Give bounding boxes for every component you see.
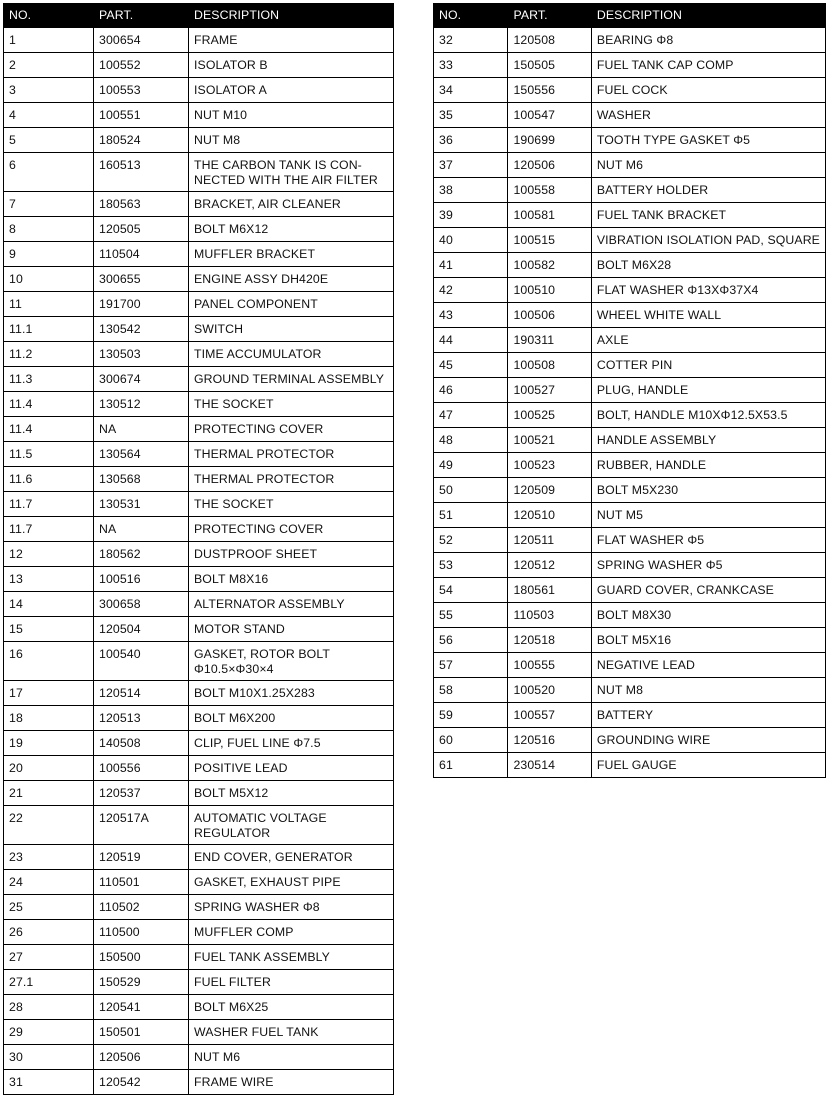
cell-no: 15 bbox=[4, 617, 94, 642]
cell-description: FUEL FILTER bbox=[189, 970, 394, 995]
table-row bbox=[434, 178, 826, 203]
cell-part: 100582 bbox=[508, 253, 591, 278]
table-row bbox=[434, 753, 826, 778]
cell-description: NUT M6 bbox=[189, 1045, 394, 1070]
cell-description: BOLT M6X25 bbox=[189, 995, 394, 1020]
cell-no: 32 bbox=[434, 28, 508, 53]
table-row bbox=[4, 870, 394, 895]
table-row bbox=[4, 28, 394, 53]
table-row bbox=[4, 1045, 394, 1070]
cell-no: 7 bbox=[4, 192, 94, 217]
cell-part: 100525 bbox=[508, 403, 591, 428]
cell-description: BOLT M5X16 bbox=[591, 628, 825, 653]
cell-no: 23 bbox=[4, 845, 94, 870]
cell-no: 44 bbox=[434, 328, 508, 353]
cell-description: BATTERY HOLDER bbox=[591, 178, 825, 203]
cell-description: NEGATIVE LEAD bbox=[591, 653, 825, 678]
table-row bbox=[434, 378, 826, 403]
cell-description: HANDLE ASSEMBLY bbox=[591, 428, 825, 453]
table-row bbox=[434, 553, 826, 578]
cell-no: 35 bbox=[434, 103, 508, 128]
cell-description: MOTOR STAND bbox=[189, 617, 394, 642]
table-row bbox=[4, 642, 394, 681]
table-row bbox=[434, 428, 826, 453]
cell-description: GASKET, ROTOR BOLT Φ10.5×Φ30×4 bbox=[189, 642, 394, 681]
cell-no: 55 bbox=[434, 603, 508, 628]
cell-no: 1 bbox=[4, 28, 94, 53]
cell-description: FUEL COCK bbox=[591, 78, 825, 103]
table-row bbox=[4, 53, 394, 78]
cell-no: 47 bbox=[434, 403, 508, 428]
table-row bbox=[434, 703, 826, 728]
table-row bbox=[4, 1070, 394, 1095]
table-row bbox=[434, 203, 826, 228]
cell-no: 27.1 bbox=[4, 970, 94, 995]
cell-description: BOLT M6X200 bbox=[189, 706, 394, 731]
cell-no: 27 bbox=[4, 945, 94, 970]
header-part: PART. bbox=[94, 4, 189, 28]
table-row bbox=[4, 592, 394, 617]
cell-part: 120505 bbox=[94, 217, 189, 242]
cell-no: 20 bbox=[4, 756, 94, 781]
cell-description: GROUND TERMINAL ASSEMBLY bbox=[189, 367, 394, 392]
table-row bbox=[434, 628, 826, 653]
cell-no: 53 bbox=[434, 553, 508, 578]
cell-part: 180562 bbox=[94, 542, 189, 567]
cell-description: FLAT WASHER Φ5 bbox=[591, 528, 825, 553]
cell-description: PROTECTING COVER bbox=[189, 517, 394, 542]
cell-no: 38 bbox=[434, 178, 508, 203]
header-no: NO. bbox=[4, 4, 94, 28]
header-row bbox=[434, 4, 826, 28]
cell-no: 24 bbox=[4, 870, 94, 895]
cell-description: FUEL TANK CAP COMP bbox=[591, 53, 825, 78]
cell-no: 11.6 bbox=[4, 467, 94, 492]
cell-description: NUT M8 bbox=[189, 128, 394, 153]
table-row bbox=[4, 442, 394, 467]
table-row bbox=[4, 895, 394, 920]
cell-part: 100558 bbox=[508, 178, 591, 203]
cell-no: 11.2 bbox=[4, 342, 94, 367]
cell-no: 11.7 bbox=[4, 517, 94, 542]
table-row bbox=[434, 603, 826, 628]
cell-part: 100508 bbox=[508, 353, 591, 378]
table-row bbox=[4, 367, 394, 392]
table-row bbox=[4, 78, 394, 103]
cell-description: PROTECTING COVER bbox=[189, 417, 394, 442]
cell-no: 25 bbox=[4, 895, 94, 920]
cell-description: NUT M8 bbox=[591, 678, 825, 703]
table-row bbox=[434, 103, 826, 128]
header-no: NO. bbox=[434, 4, 508, 28]
cell-no: 11.4 bbox=[4, 417, 94, 442]
cell-no: 42 bbox=[434, 278, 508, 303]
cell-no: 54 bbox=[434, 578, 508, 603]
cell-no: 58 bbox=[434, 678, 508, 703]
table-row bbox=[4, 492, 394, 517]
cell-no: 11.7 bbox=[4, 492, 94, 517]
cell-part: 150556 bbox=[508, 78, 591, 103]
table-row bbox=[4, 806, 394, 845]
cell-part: 120514 bbox=[94, 681, 189, 706]
cell-part: 120510 bbox=[508, 503, 591, 528]
cell-no: 59 bbox=[434, 703, 508, 728]
cell-part: 120519 bbox=[94, 845, 189, 870]
cell-description: PANEL COMPONENT bbox=[189, 292, 394, 317]
table-row bbox=[4, 267, 394, 292]
cell-part: 110501 bbox=[94, 870, 189, 895]
cell-description: BOLT M10X1.25X283 bbox=[189, 681, 394, 706]
cell-no: 11 bbox=[4, 292, 94, 317]
cell-part: 190311 bbox=[508, 328, 591, 353]
table-row bbox=[434, 28, 826, 53]
cell-description: TIME ACCUMULATOR bbox=[189, 342, 394, 367]
table-row bbox=[434, 528, 826, 553]
parts-table-left bbox=[3, 3, 394, 1095]
cell-description: FUEL GAUGE bbox=[591, 753, 825, 778]
cell-description: FRAME bbox=[189, 28, 394, 53]
cell-no: 36 bbox=[434, 128, 508, 153]
cell-no: 13 bbox=[4, 567, 94, 592]
cell-description: POSITIVE LEAD bbox=[189, 756, 394, 781]
header-row bbox=[4, 4, 394, 28]
table-row bbox=[434, 228, 826, 253]
cell-part: 100540 bbox=[94, 642, 189, 681]
cell-description: ISOLATOR B bbox=[189, 53, 394, 78]
cell-part: 100551 bbox=[94, 103, 189, 128]
cell-part: 100521 bbox=[508, 428, 591, 453]
table-row bbox=[4, 192, 394, 217]
cell-description: FRAME WIRE bbox=[189, 1070, 394, 1095]
cell-description: ISOLATOR A bbox=[189, 78, 394, 103]
cell-part: 300674 bbox=[94, 367, 189, 392]
cell-description: GUARD COVER, CRANKCASE bbox=[591, 578, 825, 603]
cell-description: NUT M6 bbox=[591, 153, 825, 178]
cell-description: TOOTH TYPE GASKET Φ5 bbox=[591, 128, 825, 153]
cell-part: 100515 bbox=[508, 228, 591, 253]
cell-no: 28 bbox=[4, 995, 94, 1020]
cell-part: NA bbox=[94, 517, 189, 542]
table-row bbox=[4, 681, 394, 706]
cell-part: 120518 bbox=[508, 628, 591, 653]
cell-no: 26 bbox=[4, 920, 94, 945]
cell-part: 180524 bbox=[94, 128, 189, 153]
cell-no: 45 bbox=[434, 353, 508, 378]
parts-table-right-body bbox=[434, 28, 826, 778]
cell-part: 120508 bbox=[508, 28, 591, 53]
cell-part: 140508 bbox=[94, 731, 189, 756]
table-row bbox=[434, 153, 826, 178]
cell-no: 21 bbox=[4, 781, 94, 806]
table-row bbox=[4, 617, 394, 642]
table-row bbox=[4, 845, 394, 870]
cell-part: 300655 bbox=[94, 267, 189, 292]
cell-part: 100527 bbox=[508, 378, 591, 403]
cell-no: 4 bbox=[4, 103, 94, 128]
cell-part: 190699 bbox=[508, 128, 591, 153]
cell-description: SPRING WASHER Φ8 bbox=[189, 895, 394, 920]
cell-description: BOLT M8X16 bbox=[189, 567, 394, 592]
table-row bbox=[4, 517, 394, 542]
cell-no: 9 bbox=[4, 242, 94, 267]
cell-no: 8 bbox=[4, 217, 94, 242]
table-row bbox=[434, 578, 826, 603]
cell-part: 120511 bbox=[508, 528, 591, 553]
cell-no: 29 bbox=[4, 1020, 94, 1045]
cell-no: 48 bbox=[434, 428, 508, 453]
cell-part: 230514 bbox=[508, 753, 591, 778]
cell-no: 12 bbox=[4, 542, 94, 567]
cell-description: BEARING Φ8 bbox=[591, 28, 825, 53]
cell-description: END COVER, GENERATOR bbox=[189, 845, 394, 870]
cell-no: 40 bbox=[434, 228, 508, 253]
cell-part: 110504 bbox=[94, 242, 189, 267]
cell-part: 150500 bbox=[94, 945, 189, 970]
table-row bbox=[4, 128, 394, 153]
cell-description: THE SOCKET bbox=[189, 392, 394, 417]
cell-no: 30 bbox=[4, 1045, 94, 1070]
cell-part: 100506 bbox=[508, 303, 591, 328]
table-row bbox=[434, 278, 826, 303]
table-row bbox=[4, 317, 394, 342]
cell-description: THERMAL PROTECTOR bbox=[189, 442, 394, 467]
cell-part: 120509 bbox=[508, 478, 591, 503]
cell-no: 49 bbox=[434, 453, 508, 478]
cell-no: 14 bbox=[4, 592, 94, 617]
cell-part: 130542 bbox=[94, 317, 189, 342]
cell-description: MUFFLER BRACKET bbox=[189, 242, 394, 267]
table-row bbox=[4, 417, 394, 442]
cell-part: 110500 bbox=[94, 920, 189, 945]
cell-description: THERMAL PROTECTOR bbox=[189, 467, 394, 492]
cell-description: FLAT WASHER Φ13XΦ37X4 bbox=[591, 278, 825, 303]
cell-part: 150505 bbox=[508, 53, 591, 78]
cell-description: MUFFLER COMP bbox=[189, 920, 394, 945]
cell-no: 52 bbox=[434, 528, 508, 553]
table-row bbox=[434, 328, 826, 353]
table-row bbox=[4, 920, 394, 945]
cell-no: 41 bbox=[434, 253, 508, 278]
table-row bbox=[4, 567, 394, 592]
cell-part: 120542 bbox=[94, 1070, 189, 1095]
cell-no: 6 bbox=[4, 153, 94, 192]
cell-no: 57 bbox=[434, 653, 508, 678]
cell-description: NUT M5 bbox=[591, 503, 825, 528]
table-row bbox=[4, 542, 394, 567]
cell-part: 120504 bbox=[94, 617, 189, 642]
cell-description: FUEL TANK ASSEMBLY bbox=[189, 945, 394, 970]
header-description: DESCRIPTION bbox=[591, 4, 825, 28]
table-row bbox=[4, 970, 394, 995]
cell-part: 130568 bbox=[94, 467, 189, 492]
table-row bbox=[434, 453, 826, 478]
cell-part: 100547 bbox=[508, 103, 591, 128]
parts-table-right bbox=[433, 3, 826, 778]
cell-part: 120506 bbox=[94, 1045, 189, 1070]
cell-no: 18 bbox=[4, 706, 94, 731]
table-row bbox=[4, 292, 394, 317]
cell-no: 50 bbox=[434, 478, 508, 503]
cell-no: 16 bbox=[4, 642, 94, 681]
cell-no: 11.5 bbox=[4, 442, 94, 467]
header-description: DESCRIPTION bbox=[189, 4, 394, 28]
cell-part: 120506 bbox=[508, 153, 591, 178]
header-part: PART. bbox=[508, 4, 591, 28]
parts-table-left-body bbox=[4, 28, 394, 1095]
cell-part: 130564 bbox=[94, 442, 189, 467]
cell-part: 300658 bbox=[94, 592, 189, 617]
cell-no: 19 bbox=[4, 731, 94, 756]
cell-part: 100520 bbox=[508, 678, 591, 703]
cell-description: BATTERY bbox=[591, 703, 825, 728]
cell-part: 110502 bbox=[94, 895, 189, 920]
table-row bbox=[434, 128, 826, 153]
table-row bbox=[434, 653, 826, 678]
cell-no: 43 bbox=[434, 303, 508, 328]
table-row bbox=[4, 1020, 394, 1045]
cell-no: 51 bbox=[434, 503, 508, 528]
cell-no: 22 bbox=[4, 806, 94, 845]
cell-part: 100523 bbox=[508, 453, 591, 478]
cell-description: NUT M10 bbox=[189, 103, 394, 128]
cell-no: 46 bbox=[434, 378, 508, 403]
cell-no: 3 bbox=[4, 78, 94, 103]
cell-part: 100557 bbox=[508, 703, 591, 728]
table-row bbox=[434, 503, 826, 528]
cell-part: 110503 bbox=[508, 603, 591, 628]
cell-description: SPRING WASHER Φ5 bbox=[591, 553, 825, 578]
cell-description: WASHER bbox=[591, 103, 825, 128]
cell-no: 31 bbox=[4, 1070, 94, 1095]
cell-part: 100555 bbox=[508, 653, 591, 678]
cell-part: 100510 bbox=[508, 278, 591, 303]
cell-part: NA bbox=[94, 417, 189, 442]
cell-no: 60 bbox=[434, 728, 508, 753]
cell-description: BOLT M5X230 bbox=[591, 478, 825, 503]
cell-part: 191700 bbox=[94, 292, 189, 317]
cell-description: WASHER FUEL TANK bbox=[189, 1020, 394, 1045]
cell-description: BOLT M6X28 bbox=[591, 253, 825, 278]
cell-description: FUEL TANK BRACKET bbox=[591, 203, 825, 228]
cell-description: SWITCH bbox=[189, 317, 394, 342]
table-row bbox=[434, 53, 826, 78]
cell-part: 100581 bbox=[508, 203, 591, 228]
cell-description: ENGINE ASSY DH420E bbox=[189, 267, 394, 292]
cell-no: 34 bbox=[434, 78, 508, 103]
table-row bbox=[434, 678, 826, 703]
cell-part: 120512 bbox=[508, 553, 591, 578]
table-row bbox=[4, 731, 394, 756]
table-row bbox=[4, 945, 394, 970]
cell-part: 150529 bbox=[94, 970, 189, 995]
cell-description: VIBRATION ISOLATION PAD, SQUARE bbox=[591, 228, 825, 253]
cell-description: BOLT M6X12 bbox=[189, 217, 394, 242]
table-row bbox=[434, 253, 826, 278]
cell-no: 10 bbox=[4, 267, 94, 292]
cell-description: COTTER PIN bbox=[591, 353, 825, 378]
cell-part: 160513 bbox=[94, 153, 189, 192]
cell-part: 120537 bbox=[94, 781, 189, 806]
cell-part: 120541 bbox=[94, 995, 189, 1020]
cell-part: 150501 bbox=[94, 1020, 189, 1045]
table-row bbox=[4, 217, 394, 242]
cell-no: 56 bbox=[434, 628, 508, 653]
cell-description: BRACKET, AIR CLEANER bbox=[189, 192, 394, 217]
table-row bbox=[434, 478, 826, 503]
cell-description: AUTOMATIC VOLTAGE REGULATOR bbox=[189, 806, 394, 845]
cell-part: 130531 bbox=[94, 492, 189, 517]
cell-description: BOLT M5X12 bbox=[189, 781, 394, 806]
table-row bbox=[434, 78, 826, 103]
cell-description: PLUG, HANDLE bbox=[591, 378, 825, 403]
cell-description: BOLT, HANDLE M10XΦ12.5X53.5 bbox=[591, 403, 825, 428]
cell-no: 61 bbox=[434, 753, 508, 778]
cell-description: DUSTPROOF SHEET bbox=[189, 542, 394, 567]
table-row bbox=[4, 103, 394, 128]
table-row bbox=[434, 403, 826, 428]
cell-description: THE SOCKET bbox=[189, 492, 394, 517]
cell-no: 39 bbox=[434, 203, 508, 228]
cell-no: 11.1 bbox=[4, 317, 94, 342]
cell-description: WHEEL WHITE WALL bbox=[591, 303, 825, 328]
table-row bbox=[434, 303, 826, 328]
cell-part: 180561 bbox=[508, 578, 591, 603]
table-row bbox=[4, 342, 394, 367]
cell-part: 120517A bbox=[94, 806, 189, 845]
cell-description: BOLT M8X30 bbox=[591, 603, 825, 628]
table-row bbox=[4, 467, 394, 492]
cell-part: 120513 bbox=[94, 706, 189, 731]
cell-part: 100516 bbox=[94, 567, 189, 592]
cell-no: 2 bbox=[4, 53, 94, 78]
cell-no: 33 bbox=[434, 53, 508, 78]
cell-description: GASKET, EXHAUST PIPE bbox=[189, 870, 394, 895]
table-row bbox=[4, 153, 394, 192]
table-row bbox=[434, 353, 826, 378]
cell-description: GROUNDING WIRE bbox=[591, 728, 825, 753]
table-row bbox=[4, 995, 394, 1020]
cell-description: AXLE bbox=[591, 328, 825, 353]
cell-part: 300654 bbox=[94, 28, 189, 53]
cell-description: THE CARBON TANK IS CON-NECTED WITH THE AIR FILTER bbox=[189, 153, 394, 192]
cell-part: 180563 bbox=[94, 192, 189, 217]
table-row bbox=[4, 706, 394, 731]
cell-description: CLIP, FUEL LINE Φ7.5 bbox=[189, 731, 394, 756]
cell-no: 11.3 bbox=[4, 367, 94, 392]
table-row bbox=[4, 242, 394, 267]
cell-no: 37 bbox=[434, 153, 508, 178]
cell-part: 100552 bbox=[94, 53, 189, 78]
cell-part: 100556 bbox=[94, 756, 189, 781]
table-row bbox=[4, 756, 394, 781]
cell-no: 17 bbox=[4, 681, 94, 706]
cell-part: 100553 bbox=[94, 78, 189, 103]
cell-no: 5 bbox=[4, 128, 94, 153]
cell-description: RUBBER, HANDLE bbox=[591, 453, 825, 478]
table-row bbox=[434, 728, 826, 753]
cell-part: 130503 bbox=[94, 342, 189, 367]
cell-part: 120516 bbox=[508, 728, 591, 753]
cell-description: ALTERNATOR ASSEMBLY bbox=[189, 592, 394, 617]
cell-part: 130512 bbox=[94, 392, 189, 417]
cell-no: 11.4 bbox=[4, 392, 94, 417]
table-row bbox=[4, 392, 394, 417]
table-row bbox=[4, 781, 394, 806]
